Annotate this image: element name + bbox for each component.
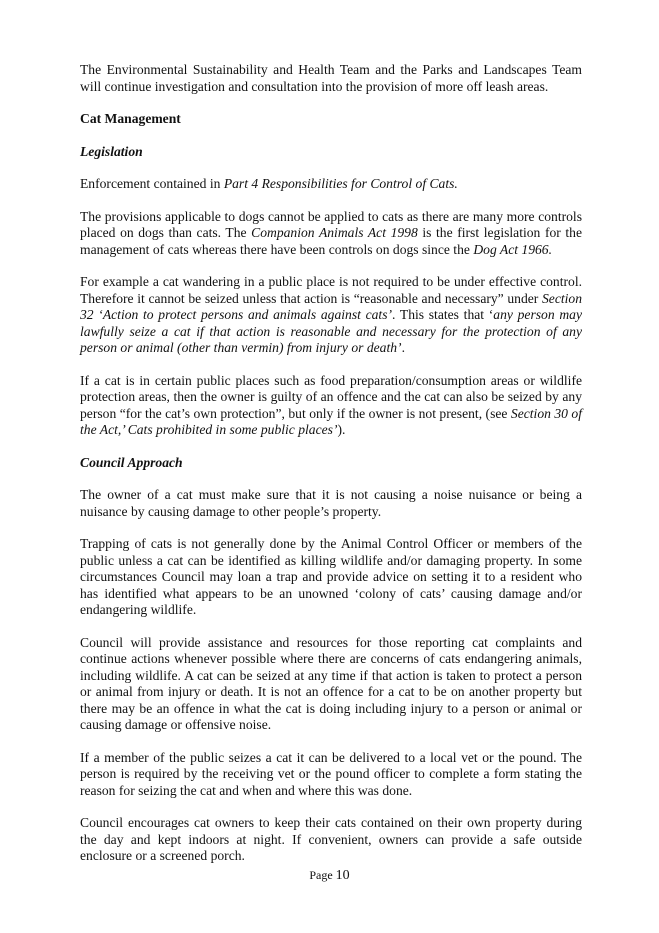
legislation-paragraph-2 <box>80 209 582 259</box>
text-run: ). <box>337 422 346 437</box>
legislation-heading: Legislation <box>80 143 143 159</box>
council-paragraph-3: Council will provide assistance and resources for those reporting cat complaints and continue actions whenever possible where there are concerns of cats endangering animals, including wildlife. A cat can be seized at any time if that action is taken to protect a person or animal from injury or death. It is not an offence for a cat to be on another property but there may be an offence in what the cat is doing including injury to a person or animal or causing damage or offensive noise. <box>80 634 582 732</box>
intro-paragraph: The Environmental Sustainability and Health Team and the Parks and Landscapes Team will continue investigation and consultation into the provision of more off leash areas. <box>80 62 582 94</box>
italic-run: Part 4 Responsibilities for Control of Cats. <box>223 176 458 191</box>
council-paragraph-2: Trapping of cats is not generally done by the Animal Control Officer or members of the public unless a cat can be identified as killing wildlife and/or damaging property. In some circumstances Council may loan a trap and provide advice on setting it to a resident who has identified what appears to be an unowned ‘colony of cats’ causing damage and/or endangering wildlife. <box>80 536 582 617</box>
document-page <box>80 62 582 865</box>
legislation-paragraph-1 <box>80 176 582 193</box>
page-footer <box>0 868 659 884</box>
council-approach-heading: Council Approach <box>80 454 183 470</box>
text-run: The provisions applicable to dogs cannot be applied to cats as there are many more controls placed on dogs than cats. The <box>80 208 582 240</box>
section-title: Cat Management <box>80 111 181 126</box>
page-number: 10 <box>335 868 350 883</box>
legislation-paragraph-3 <box>80 274 582 357</box>
italic-run: Companion Animals Act 1998 <box>251 225 418 240</box>
text-run: For example a cat wandering in a public place is not required to be under effective control. Therefore it cannot be seized unless that action is “reasonable and necessary” under <box>80 274 582 306</box>
text-run: is the first legislation for the management of cats whereas there have been controls on dogs since the <box>80 225 582 257</box>
legislation-paragraph-4 <box>80 373 582 439</box>
text-run: If a cat is in certain public places such as food preparation/consumption areas or wildlife protection areas, then the owner is guilty of an offence and the cat can also be seized by any person “for the cat’s own protection”, but only if the owner is not present, (see <box>80 372 582 421</box>
text-run: . This states that ‘ <box>392 307 494 322</box>
council-paragraph-5: Council encourages cat owners to keep their cats contained on their own property during the day and kept indoors at night. If convenient, owners can provide a safe outside enclosure or a screened porch. <box>80 815 582 863</box>
italic-run: Section 32 ‘Action to protect persons and animals against cats’ <box>80 290 582 322</box>
council-paragraph-4: If a member of the public seizes a cat it can be delivered to a local vet or the pound. The person is required by the receiving vet or the pound officer to complete a form stating the reason for seizing the cat and when and where this was done. <box>80 749 582 798</box>
council-paragraph-1: The owner of a cat must make sure that it is not causing a noise nuisance or being a nuisance by causing damage to other people’s property. <box>80 487 582 519</box>
text-run: Enforcement contained in <box>80 176 224 191</box>
italic-run: Dog Act 1966. <box>473 241 552 257</box>
italic-run: Section 30 of the Act,’ Cats prohibited in some public places’ <box>80 405 583 437</box>
italic-run: any person may lawfully seize a cat if that action is reasonable and necessary for the protection of any person or animal (other than vermin) from injury or death’ <box>80 307 582 355</box>
text-run: . <box>401 340 405 355</box>
page-label: Page <box>309 868 333 882</box>
